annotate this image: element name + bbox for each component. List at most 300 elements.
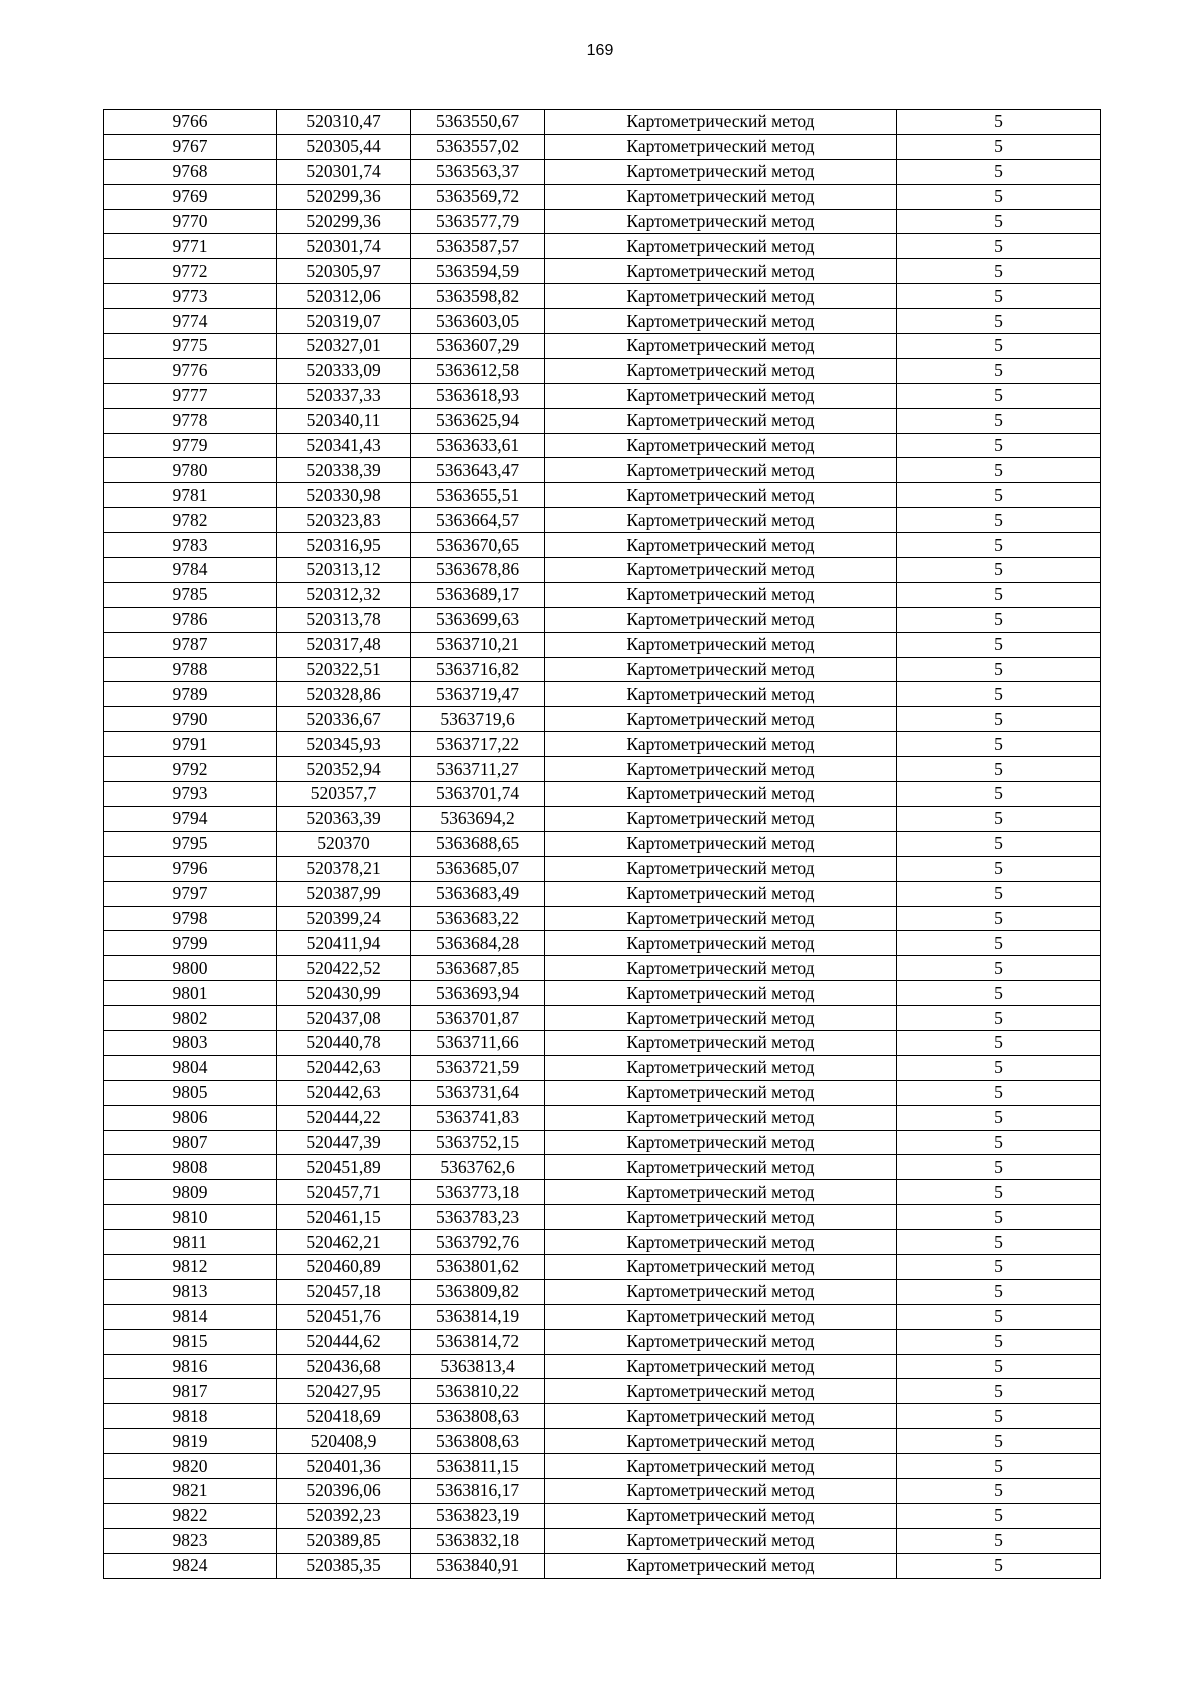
method-cell: Картометрический метод — [545, 1528, 897, 1553]
x-coordinate-cell: 520457,71 — [277, 1180, 411, 1205]
point-number-cell: 9822 — [104, 1503, 277, 1528]
method-cell: Картометрический метод — [545, 607, 897, 632]
method-cell: Картометрический метод — [545, 1155, 897, 1180]
point-number-cell: 9806 — [104, 1105, 277, 1130]
y-coordinate-cell: 5363643,47 — [411, 458, 545, 483]
method-cell: Картометрический метод — [545, 632, 897, 657]
table-row — [104, 1404, 1101, 1429]
table-row — [104, 1454, 1101, 1479]
y-coordinate-cell: 5363717,22 — [411, 732, 545, 757]
accuracy-cell: 5 — [897, 383, 1101, 408]
point-number-cell: 9766 — [104, 110, 277, 135]
method-cell: Картометрический метод — [545, 209, 897, 234]
y-coordinate-cell: 5363683,49 — [411, 881, 545, 906]
method-cell: Картометрический метод — [545, 981, 897, 1006]
y-coordinate-cell: 5363711,66 — [411, 1030, 545, 1055]
x-coordinate-cell: 520444,22 — [277, 1105, 411, 1130]
coordinates-table-body — [104, 110, 1101, 1579]
x-coordinate-cell: 520305,97 — [277, 259, 411, 284]
y-coordinate-cell: 5363612,58 — [411, 358, 545, 383]
y-coordinate-cell: 5363687,85 — [411, 956, 545, 981]
method-cell: Картометрический метод — [545, 1454, 897, 1479]
method-cell: Картометрический метод — [545, 757, 897, 782]
table-row — [104, 1080, 1101, 1105]
accuracy-cell: 5 — [897, 906, 1101, 931]
method-cell: Картометрический метод — [545, 408, 897, 433]
table-row — [104, 483, 1101, 508]
method-cell: Картометрический метод — [545, 657, 897, 682]
method-cell: Картометрический метод — [545, 1055, 897, 1080]
accuracy-cell: 5 — [897, 433, 1101, 458]
method-cell: Картометрический метод — [545, 1180, 897, 1205]
accuracy-cell: 5 — [897, 1304, 1101, 1329]
point-number-cell: 9792 — [104, 757, 277, 782]
method-cell: Картометрический метод — [545, 682, 897, 707]
table-row — [104, 209, 1101, 234]
accuracy-cell: 5 — [897, 582, 1101, 607]
table-row — [104, 831, 1101, 856]
table-row — [104, 508, 1101, 533]
point-number-cell: 9820 — [104, 1454, 277, 1479]
x-coordinate-cell: 520436,68 — [277, 1354, 411, 1379]
method-cell: Картометрический метод — [545, 881, 897, 906]
point-number-cell: 9786 — [104, 607, 277, 632]
accuracy-cell: 5 — [897, 1503, 1101, 1528]
point-number-cell: 9816 — [104, 1354, 277, 1379]
y-coordinate-cell: 5363814,72 — [411, 1329, 545, 1354]
accuracy-cell: 5 — [897, 1006, 1101, 1031]
y-coordinate-cell: 5363710,21 — [411, 632, 545, 657]
accuracy-cell: 5 — [897, 1429, 1101, 1454]
accuracy-cell: 5 — [897, 234, 1101, 259]
point-number-cell: 9814 — [104, 1304, 277, 1329]
accuracy-cell: 5 — [897, 1254, 1101, 1279]
point-number-cell: 9784 — [104, 558, 277, 583]
y-coordinate-cell: 5363752,15 — [411, 1130, 545, 1155]
y-coordinate-cell: 5363664,57 — [411, 508, 545, 533]
accuracy-cell: 5 — [897, 831, 1101, 856]
point-number-cell: 9785 — [104, 582, 277, 607]
method-cell: Картометрический метод — [545, 1030, 897, 1055]
accuracy-cell: 5 — [897, 956, 1101, 981]
y-coordinate-cell: 5363563,37 — [411, 159, 545, 184]
point-number-cell: 9788 — [104, 657, 277, 682]
y-coordinate-cell: 5363550,67 — [411, 110, 545, 135]
point-number-cell: 9775 — [104, 334, 277, 359]
table-row — [104, 657, 1101, 682]
method-cell: Картометрический метод — [545, 1006, 897, 1031]
x-coordinate-cell: 520305,44 — [277, 134, 411, 159]
method-cell: Картометрический метод — [545, 1553, 897, 1578]
y-coordinate-cell: 5363701,87 — [411, 1006, 545, 1031]
table-row — [104, 1055, 1101, 1080]
table-row — [104, 1105, 1101, 1130]
y-coordinate-cell: 5363607,29 — [411, 334, 545, 359]
y-coordinate-cell: 5363809,82 — [411, 1279, 545, 1304]
y-coordinate-cell: 5363762,6 — [411, 1155, 545, 1180]
accuracy-cell: 5 — [897, 1030, 1101, 1055]
method-cell: Картометрический метод — [545, 458, 897, 483]
method-cell: Картометрический метод — [545, 856, 897, 881]
table-row — [104, 259, 1101, 284]
accuracy-cell: 5 — [897, 159, 1101, 184]
table-row — [104, 408, 1101, 433]
y-coordinate-cell: 5363594,59 — [411, 259, 545, 284]
table-row — [104, 931, 1101, 956]
point-number-cell: 9818 — [104, 1404, 277, 1429]
table-row — [104, 782, 1101, 807]
method-cell: Картометрический метод — [545, 782, 897, 807]
table-row — [104, 1379, 1101, 1404]
x-coordinate-cell: 520422,52 — [277, 956, 411, 981]
point-number-cell: 9771 — [104, 234, 277, 259]
x-coordinate-cell: 520313,12 — [277, 558, 411, 583]
point-number-cell: 9798 — [104, 906, 277, 931]
table-row — [104, 1155, 1101, 1180]
y-coordinate-cell: 5363810,22 — [411, 1379, 545, 1404]
point-number-cell: 9804 — [104, 1055, 277, 1080]
point-number-cell: 9782 — [104, 508, 277, 533]
y-coordinate-cell: 5363716,82 — [411, 657, 545, 682]
table-row — [104, 284, 1101, 309]
accuracy-cell: 5 — [897, 533, 1101, 558]
x-coordinate-cell: 520461,15 — [277, 1205, 411, 1230]
method-cell: Картометрический метод — [545, 1404, 897, 1429]
accuracy-cell: 5 — [897, 1454, 1101, 1479]
y-coordinate-cell: 5363808,63 — [411, 1404, 545, 1429]
table-row — [104, 632, 1101, 657]
point-number-cell: 9817 — [104, 1379, 277, 1404]
method-cell: Картометрический метод — [545, 806, 897, 831]
x-coordinate-cell: 520440,78 — [277, 1030, 411, 1055]
accuracy-cell: 5 — [897, 134, 1101, 159]
x-coordinate-cell: 520460,89 — [277, 1254, 411, 1279]
y-coordinate-cell: 5363670,65 — [411, 533, 545, 558]
accuracy-cell: 5 — [897, 1354, 1101, 1379]
point-number-cell: 9790 — [104, 707, 277, 732]
method-cell: Картометрический метод — [545, 1279, 897, 1304]
accuracy-cell: 5 — [897, 358, 1101, 383]
x-coordinate-cell: 520437,08 — [277, 1006, 411, 1031]
x-coordinate-cell: 520328,86 — [277, 682, 411, 707]
accuracy-cell: 5 — [897, 682, 1101, 707]
point-number-cell: 9810 — [104, 1205, 277, 1230]
y-coordinate-cell: 5363678,86 — [411, 558, 545, 583]
table-row — [104, 732, 1101, 757]
accuracy-cell: 5 — [897, 732, 1101, 757]
point-number-cell: 9767 — [104, 134, 277, 159]
accuracy-cell: 5 — [897, 184, 1101, 209]
table-row — [104, 1130, 1101, 1155]
y-coordinate-cell: 5363721,59 — [411, 1055, 545, 1080]
accuracy-cell: 5 — [897, 1205, 1101, 1230]
table-row — [104, 533, 1101, 558]
x-coordinate-cell: 520312,32 — [277, 582, 411, 607]
table-row — [104, 1254, 1101, 1279]
y-coordinate-cell: 5363598,82 — [411, 284, 545, 309]
table-row — [104, 806, 1101, 831]
point-number-cell: 9793 — [104, 782, 277, 807]
method-cell: Картометрический метод — [545, 956, 897, 981]
point-number-cell: 9779 — [104, 433, 277, 458]
y-coordinate-cell: 5363741,83 — [411, 1105, 545, 1130]
point-number-cell: 9770 — [104, 209, 277, 234]
accuracy-cell: 5 — [897, 1180, 1101, 1205]
y-coordinate-cell: 5363783,23 — [411, 1205, 545, 1230]
point-number-cell: 9778 — [104, 408, 277, 433]
point-number-cell: 9801 — [104, 981, 277, 1006]
x-coordinate-cell: 520447,39 — [277, 1130, 411, 1155]
point-number-cell: 9808 — [104, 1155, 277, 1180]
table-row — [104, 1205, 1101, 1230]
method-cell: Картометрический метод — [545, 1230, 897, 1255]
x-coordinate-cell: 520337,33 — [277, 383, 411, 408]
method-cell: Картометрический метод — [545, 110, 897, 135]
point-number-cell: 9780 — [104, 458, 277, 483]
point-number-cell: 9819 — [104, 1429, 277, 1454]
x-coordinate-cell: 520370 — [277, 831, 411, 856]
method-cell: Картометрический метод — [545, 383, 897, 408]
point-number-cell: 9803 — [104, 1030, 277, 1055]
point-number-cell: 9821 — [104, 1478, 277, 1503]
y-coordinate-cell: 5363699,63 — [411, 607, 545, 632]
x-coordinate-cell: 520327,01 — [277, 334, 411, 359]
point-number-cell: 9768 — [104, 159, 277, 184]
accuracy-cell: 5 — [897, 508, 1101, 533]
method-cell: Картометрический метод — [545, 1205, 897, 1230]
x-coordinate-cell: 520310,47 — [277, 110, 411, 135]
y-coordinate-cell: 5363811,15 — [411, 1454, 545, 1479]
accuracy-cell: 5 — [897, 782, 1101, 807]
x-coordinate-cell: 520301,74 — [277, 234, 411, 259]
accuracy-cell: 5 — [897, 309, 1101, 334]
point-number-cell: 9802 — [104, 1006, 277, 1031]
x-coordinate-cell: 520299,36 — [277, 209, 411, 234]
table-row — [104, 981, 1101, 1006]
x-coordinate-cell: 520357,7 — [277, 782, 411, 807]
table-row — [104, 309, 1101, 334]
y-coordinate-cell: 5363683,22 — [411, 906, 545, 931]
y-coordinate-cell: 5363792,76 — [411, 1230, 545, 1255]
y-coordinate-cell: 5363823,19 — [411, 1503, 545, 1528]
x-coordinate-cell: 520418,69 — [277, 1404, 411, 1429]
accuracy-cell: 5 — [897, 1130, 1101, 1155]
accuracy-cell: 5 — [897, 1080, 1101, 1105]
x-coordinate-cell: 520316,95 — [277, 533, 411, 558]
point-number-cell: 9796 — [104, 856, 277, 881]
point-number-cell: 9781 — [104, 483, 277, 508]
y-coordinate-cell: 5363731,64 — [411, 1080, 545, 1105]
table-row — [104, 433, 1101, 458]
point-number-cell: 9824 — [104, 1553, 277, 1578]
table-row — [104, 881, 1101, 906]
point-number-cell: 9813 — [104, 1279, 277, 1304]
y-coordinate-cell: 5363688,65 — [411, 831, 545, 856]
point-number-cell: 9805 — [104, 1080, 277, 1105]
point-number-cell: 9773 — [104, 284, 277, 309]
method-cell: Картометрический метод — [545, 1478, 897, 1503]
x-coordinate-cell: 520387,99 — [277, 881, 411, 906]
y-coordinate-cell: 5363655,51 — [411, 483, 545, 508]
point-number-cell: 9787 — [104, 632, 277, 657]
method-cell: Картометрический метод — [545, 433, 897, 458]
point-number-cell: 9799 — [104, 931, 277, 956]
accuracy-cell: 5 — [897, 1553, 1101, 1578]
accuracy-cell: 5 — [897, 1279, 1101, 1304]
x-coordinate-cell: 520312,06 — [277, 284, 411, 309]
table-row — [104, 383, 1101, 408]
method-cell: Картометрический метод — [545, 582, 897, 607]
method-cell: Картометрический метод — [545, 533, 897, 558]
table-row — [104, 682, 1101, 707]
x-coordinate-cell: 520411,94 — [277, 931, 411, 956]
y-coordinate-cell: 5363719,6 — [411, 707, 545, 732]
x-coordinate-cell: 520363,39 — [277, 806, 411, 831]
point-number-cell: 9791 — [104, 732, 277, 757]
table-row — [104, 358, 1101, 383]
y-coordinate-cell: 5363557,02 — [411, 134, 545, 159]
table-row — [104, 1329, 1101, 1354]
x-coordinate-cell: 520408,9 — [277, 1429, 411, 1454]
x-coordinate-cell: 520444,62 — [277, 1329, 411, 1354]
y-coordinate-cell: 5363633,61 — [411, 433, 545, 458]
accuracy-cell: 5 — [897, 558, 1101, 583]
table-row — [104, 856, 1101, 881]
table-row — [104, 1180, 1101, 1205]
x-coordinate-cell: 520330,98 — [277, 483, 411, 508]
coordinates-table — [103, 109, 1101, 1579]
accuracy-cell: 5 — [897, 259, 1101, 284]
accuracy-cell: 5 — [897, 1478, 1101, 1503]
y-coordinate-cell: 5363814,19 — [411, 1304, 545, 1329]
accuracy-cell: 5 — [897, 1055, 1101, 1080]
x-coordinate-cell: 520389,85 — [277, 1528, 411, 1553]
y-coordinate-cell: 5363813,4 — [411, 1354, 545, 1379]
x-coordinate-cell: 520352,94 — [277, 757, 411, 782]
x-coordinate-cell: 520323,83 — [277, 508, 411, 533]
table-row — [104, 134, 1101, 159]
x-coordinate-cell: 520442,63 — [277, 1055, 411, 1080]
point-number-cell: 9794 — [104, 806, 277, 831]
point-number-cell: 9809 — [104, 1180, 277, 1205]
method-cell: Картометрический метод — [545, 831, 897, 856]
table-row — [104, 458, 1101, 483]
y-coordinate-cell: 5363569,72 — [411, 184, 545, 209]
x-coordinate-cell: 520462,21 — [277, 1230, 411, 1255]
x-coordinate-cell: 520299,36 — [277, 184, 411, 209]
x-coordinate-cell: 520340,11 — [277, 408, 411, 433]
method-cell: Картометрический метод — [545, 134, 897, 159]
x-coordinate-cell: 520451,76 — [277, 1304, 411, 1329]
point-number-cell: 9823 — [104, 1528, 277, 1553]
method-cell: Картометрический метод — [545, 1130, 897, 1155]
method-cell: Картометрический метод — [545, 309, 897, 334]
method-cell: Картометрический метод — [545, 483, 897, 508]
table-row — [104, 906, 1101, 931]
method-cell: Картометрический метод — [545, 284, 897, 309]
x-coordinate-cell: 520442,63 — [277, 1080, 411, 1105]
accuracy-cell: 5 — [897, 806, 1101, 831]
x-coordinate-cell: 520319,07 — [277, 309, 411, 334]
accuracy-cell: 5 — [897, 1105, 1101, 1130]
method-cell: Картометрический метод — [545, 707, 897, 732]
x-coordinate-cell: 520401,36 — [277, 1454, 411, 1479]
point-number-cell: 9815 — [104, 1329, 277, 1354]
y-coordinate-cell: 5363719,47 — [411, 682, 545, 707]
point-number-cell: 9807 — [104, 1130, 277, 1155]
table-row — [104, 1006, 1101, 1031]
accuracy-cell: 5 — [897, 483, 1101, 508]
table-row — [104, 1478, 1101, 1503]
accuracy-cell: 5 — [897, 284, 1101, 309]
y-coordinate-cell: 5363701,74 — [411, 782, 545, 807]
table-row — [104, 757, 1101, 782]
method-cell: Картометрический метод — [545, 234, 897, 259]
y-coordinate-cell: 5363577,79 — [411, 209, 545, 234]
accuracy-cell: 5 — [897, 1230, 1101, 1255]
method-cell: Картометрический метод — [545, 1429, 897, 1454]
point-number-cell: 9769 — [104, 184, 277, 209]
x-coordinate-cell: 520378,21 — [277, 856, 411, 881]
table-row — [104, 1030, 1101, 1055]
point-number-cell: 9800 — [104, 956, 277, 981]
method-cell: Картометрический метод — [545, 1354, 897, 1379]
accuracy-cell: 5 — [897, 632, 1101, 657]
method-cell: Картометрический метод — [545, 1304, 897, 1329]
table-row — [104, 1553, 1101, 1578]
table-row — [104, 110, 1101, 135]
y-coordinate-cell: 5363832,18 — [411, 1528, 545, 1553]
y-coordinate-cell: 5363587,57 — [411, 234, 545, 259]
y-coordinate-cell: 5363711,27 — [411, 757, 545, 782]
table-row — [104, 1429, 1101, 1454]
table-row — [104, 707, 1101, 732]
point-number-cell: 9795 — [104, 831, 277, 856]
point-number-cell: 9783 — [104, 533, 277, 558]
table-row — [104, 956, 1101, 981]
method-cell: Картометрический метод — [545, 184, 897, 209]
x-coordinate-cell: 520333,09 — [277, 358, 411, 383]
table-row — [104, 582, 1101, 607]
accuracy-cell: 5 — [897, 757, 1101, 782]
method-cell: Картометрический метод — [545, 508, 897, 533]
method-cell: Картометрический метод — [545, 1329, 897, 1354]
x-coordinate-cell: 520430,99 — [277, 981, 411, 1006]
table-row — [104, 184, 1101, 209]
method-cell: Картометрический метод — [545, 732, 897, 757]
accuracy-cell: 5 — [897, 110, 1101, 135]
y-coordinate-cell: 5363689,17 — [411, 582, 545, 607]
y-coordinate-cell: 5363773,18 — [411, 1180, 545, 1205]
accuracy-cell: 5 — [897, 657, 1101, 682]
x-coordinate-cell: 520338,39 — [277, 458, 411, 483]
method-cell: Картометрический метод — [545, 159, 897, 184]
y-coordinate-cell: 5363801,62 — [411, 1254, 545, 1279]
table-row — [104, 607, 1101, 632]
x-coordinate-cell: 520396,06 — [277, 1478, 411, 1503]
y-coordinate-cell: 5363840,91 — [411, 1553, 545, 1578]
y-coordinate-cell: 5363808,63 — [411, 1429, 545, 1454]
x-coordinate-cell: 520336,67 — [277, 707, 411, 732]
accuracy-cell: 5 — [897, 1329, 1101, 1354]
table-row — [104, 1528, 1101, 1553]
method-cell: Картометрический метод — [545, 906, 897, 931]
table-row — [104, 334, 1101, 359]
x-coordinate-cell: 520392,23 — [277, 1503, 411, 1528]
x-coordinate-cell: 520427,95 — [277, 1379, 411, 1404]
y-coordinate-cell: 5363694,2 — [411, 806, 545, 831]
accuracy-cell: 5 — [897, 458, 1101, 483]
